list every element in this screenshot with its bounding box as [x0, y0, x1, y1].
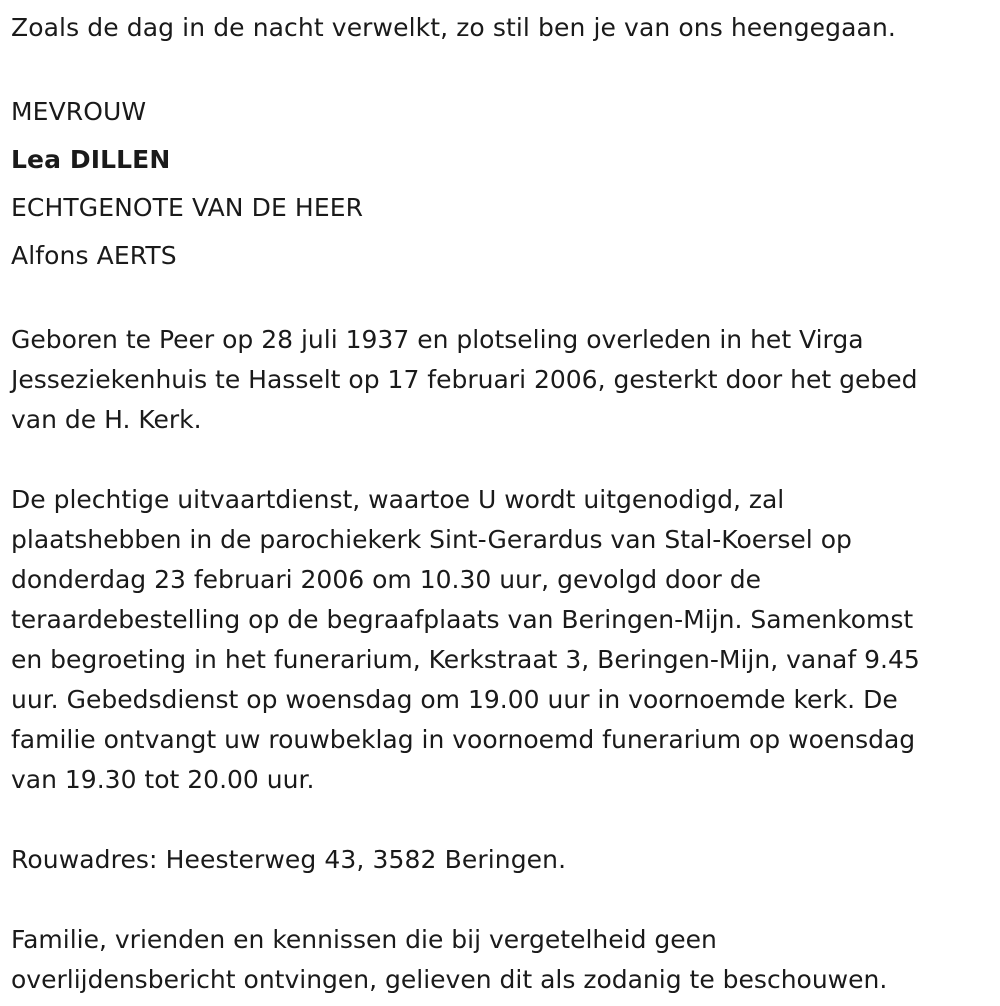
title-prefix: MEVROUW — [11, 97, 147, 126]
spouse-name: Alfons AERTS — [11, 241, 177, 270]
spouse-label: ECHTGENOTE VAN DE HEER — [11, 193, 364, 222]
paragraph-line: en begroeting in het funerarium, Kerkstraat 3, Beringen-Mijn, vanaf 9.45 — [11, 645, 920, 674]
paragraph-line: uur. Gebedsdienst op woensdag om 19.00 uur in voornoemde kerk. De — [11, 685, 898, 714]
paragraph-line: donderdag 23 februari 2006 om 10.30 uur, gevolgd door de — [11, 565, 761, 594]
paragraph-line: van de H. Kerk. — [11, 405, 202, 434]
paragraph-line: Geboren te Peer op 28 juli 1937 en plotseling overleden in het Virga — [11, 325, 864, 354]
spacer — [11, 280, 991, 320]
closing-note-paragraph — [11, 920, 991, 1000]
paragraph-line: plaatshebben in de parochiekerk Sint-Gerardus van Stal-Koersel op — [11, 525, 852, 554]
paragraph-line: van 19.30 tot 20.00 uur. — [11, 765, 315, 794]
spacer — [11, 48, 991, 88]
spacer — [11, 880, 991, 920]
mourning-address: Rouwadres: Heesterweg 43, 3582 Beringen. — [11, 845, 567, 874]
paragraph-line: Jesseziekenhuis te Hasselt op 17 februari 2006, gesterkt door het gebed — [11, 365, 918, 394]
spacer — [11, 440, 991, 480]
name-block — [11, 88, 991, 280]
paragraph-line: overlijdensbericht ontvingen, gelieven dit als zodanig te beschouwen. — [11, 965, 888, 994]
spacer — [11, 800, 991, 840]
deceased-name: Lea DILLEN — [11, 145, 171, 174]
obituary-document — [11, 8, 991, 1000]
paragraph-line: De plechtige uitvaartdienst, waartoe U wordt uitgenodigd, zal — [11, 485, 785, 514]
funeral-info-paragraph — [11, 480, 991, 800]
paragraph-line: familie ontvangt uw rouwbeklag in voornoemd funerarium op woensdag — [11, 725, 916, 754]
opening-quote: Zoals de dag in de nacht verwelkt, zo stil ben je van ons heengegaan. — [11, 13, 896, 42]
paragraph-line: Familie, vrienden en kennissen die bij vergetelheid geen — [11, 925, 717, 954]
paragraph-line: teraardebestelling op de begraafplaats van Beringen-Mijn. Samenkomst — [11, 605, 914, 634]
birth-death-paragraph — [11, 320, 991, 440]
